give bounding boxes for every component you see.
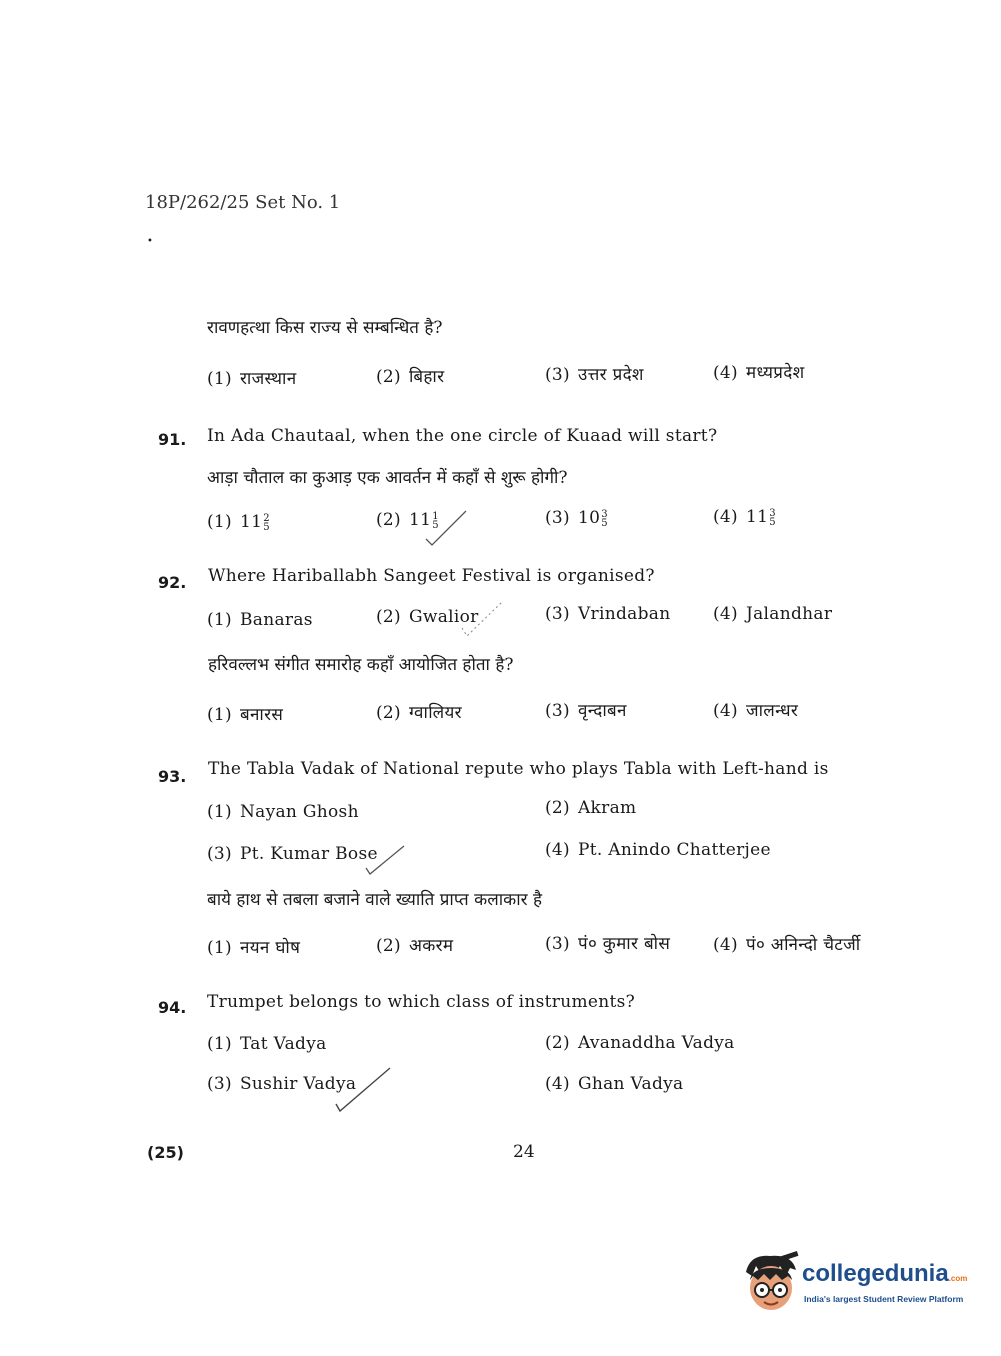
- q92-english: Where Hariballabh Sangeet Festival is organised?: [208, 566, 655, 586]
- check-mark-icon: [362, 842, 408, 878]
- q92-option-1: (1) Banaras: [207, 610, 313, 630]
- q91-option-3: (3) 10 3 5: [545, 508, 608, 529]
- q92-option-hi-1: (1) बनारस: [207, 705, 284, 725]
- q92-number: 92.: [158, 573, 187, 592]
- q94-option-2: (2) Avanaddha Vadya: [545, 1033, 735, 1053]
- q92-option-hi-2: (2) ग्वालियर: [376, 703, 462, 723]
- q92-option-hi-4: (4) जालन्धर: [713, 701, 799, 721]
- q93-number: 93.: [158, 767, 187, 786]
- q90-option-2: (2) बिहार: [376, 367, 445, 387]
- collegedunia-logo: [740, 1248, 972, 1318]
- paper-code: 18P/262/25 Set No. 1: [145, 192, 341, 213]
- q93-option-2: (2) Akram: [545, 798, 637, 818]
- q90-option-3: (3) उत्तर प्रदेश: [545, 365, 644, 385]
- stray-mark: •: [147, 236, 153, 247]
- q94-english: Trumpet belongs to which class of instruments?: [207, 992, 636, 1012]
- logo-brand: collegedunia.com: [802, 1260, 968, 1287]
- q91-english: In Ada Chautaal, when the one circle of Kuaad will start?: [207, 426, 718, 446]
- q92-option-2: (2) Gwalior: [376, 607, 479, 627]
- q93-option-hi-1: (1) नयन घोष: [207, 938, 301, 958]
- q93-option-hi-3: (3) पं० कुमार बोस: [545, 934, 671, 954]
- q93-english: The Tabla Vadak of National repute who plays Tabla with Left-hand is: [208, 759, 829, 779]
- q90-hindi: रावणहत्था किस राज्य से सम्बन्धित है?: [207, 318, 443, 338]
- logo-tagline: India's largest Student Review Platform: [804, 1294, 964, 1304]
- q90-option-4: (4) मध्यप्रदेश: [713, 363, 805, 383]
- q91-number: 91.: [158, 430, 187, 449]
- q94-option-4: (4) Ghan Vadya: [545, 1074, 684, 1094]
- q90-option-1: (1) राजस्थान: [207, 369, 297, 389]
- q93-hindi: बाये हाथ से तबला बजाने वाले ख्याति प्राप्त कलाकार है: [207, 890, 542, 910]
- q94-option-3: (3) Sushir Vadya: [207, 1074, 357, 1094]
- q92-option-3: (3) Vrindaban: [545, 604, 671, 624]
- q92-option-hi-3: (3) वृन्दाबन: [545, 701, 627, 721]
- q93-option-hi-4: (4) पं० अनिन्दो चैटर्जी: [713, 935, 861, 955]
- check-mark-icon: [332, 1066, 394, 1114]
- q93-option-4: (4) Pt. Anindo Chatterjee: [545, 840, 771, 860]
- q93-option-hi-2: (2) अकरम: [376, 936, 454, 956]
- q92-option-4: (4) Jalandhar: [713, 604, 833, 624]
- q91-option-1: (1) 11 2 5: [207, 512, 270, 533]
- q91-option-4: (4) 11 3 5: [713, 507, 776, 528]
- q91-hindi: आड़ा चौताल का कुआड़ एक आवर्तन में कहाँ से शुरू होगी?: [207, 468, 568, 488]
- mascot-icon: [740, 1250, 802, 1314]
- check-mark-icon: [458, 600, 506, 640]
- page-number: 24: [513, 1142, 535, 1162]
- footer-code: (25): [147, 1143, 184, 1162]
- q94-option-1: (1) Tat Vadya: [207, 1034, 327, 1054]
- q91-option-2: (2) 11 1 5: [376, 510, 439, 531]
- q92-hindi: हरिवल्लभ संगीत समारोह कहाँ आयोजित होता है?: [208, 655, 514, 675]
- q94-number: 94.: [158, 998, 187, 1017]
- q93-option-1: (1) Nayan Ghosh: [207, 802, 359, 822]
- q93-option-3: (3) Pt. Kumar Bose: [207, 844, 378, 864]
- check-mark-icon: [422, 505, 472, 547]
